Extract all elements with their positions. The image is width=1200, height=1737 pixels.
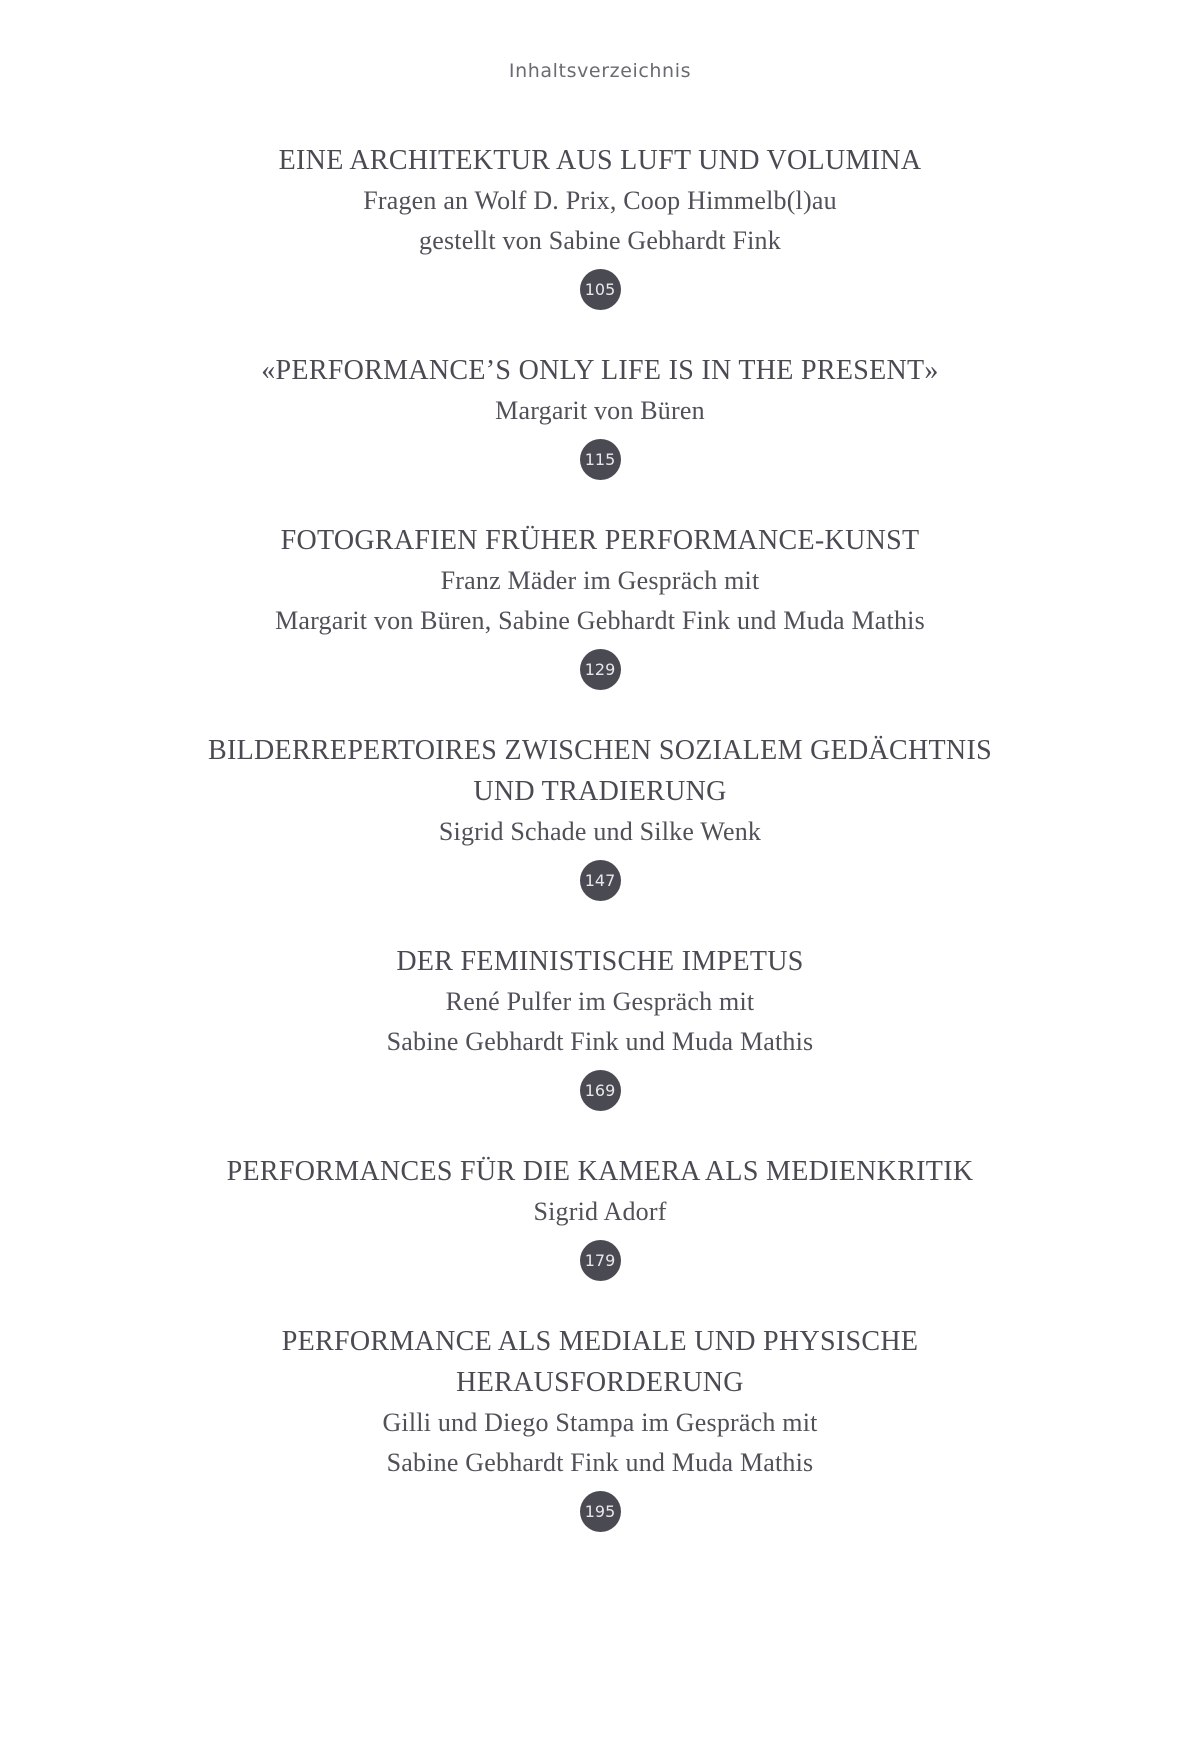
toc-entry-author: René Pulfer im Gespräch mit: [445, 987, 755, 1016]
toc-entry-author: Franz Mäder im Gespräch mit: [440, 566, 760, 595]
page-header-title: Inhaltsverzeichnis: [508, 60, 692, 82]
toc-entry-author: Sabine Gebhardt Fink und Muda Mathis: [386, 1027, 814, 1056]
toc-entry-author: Sigrid Schade und Silke Wenk: [438, 817, 762, 846]
page-number-badge[interactable]: 195: [580, 1491, 621, 1532]
toc-entry-title: DER FEMINISTISCHE IMPETUS: [396, 946, 804, 977]
toc-entry-list: [100, 140, 1100, 1532]
toc-entry[interactable]: [100, 520, 1100, 690]
toc-entry[interactable]: [100, 140, 1100, 310]
page-number-badge[interactable]: 179: [580, 1240, 621, 1281]
toc-entry[interactable]: [100, 730, 1100, 901]
page-number-badge[interactable]: 169: [580, 1070, 621, 1111]
toc-entry-title: UND TRADIERUNG: [473, 776, 727, 807]
toc-entry[interactable]: [100, 1151, 1100, 1281]
toc-entry-author: Sabine Gebhardt Fink und Muda Mathis: [386, 1448, 814, 1477]
toc-entry-author: Fragen an Wolf D. Prix, Coop Himmelb(l)au: [363, 186, 837, 215]
toc-entry-author: Margarit von Büren, Sabine Gebhardt Fink und Muda Mathis: [275, 606, 925, 635]
toc-entry-author: Gilli und Diego Stampa im Gespräch mit: [382, 1408, 818, 1437]
toc-entry-author: Sigrid Adorf: [533, 1197, 667, 1226]
toc-entry-title: «PERFORMANCE’S ONLY LIFE IS IN THE PRESENT»: [261, 355, 939, 386]
page-number-badge[interactable]: 129: [580, 649, 621, 690]
toc-entry[interactable]: [100, 1321, 1100, 1532]
toc-entry-title: FOTOGRAFIEN FRÜHER PERFORMANCE-KUNST: [280, 525, 920, 556]
toc-entry-title: PERFORMANCE ALS MEDIALE UND PHYSISCHE: [281, 1326, 919, 1357]
page-number-badge[interactable]: 115: [580, 439, 621, 480]
toc-entry-title: HERAUSFORDERUNG: [456, 1367, 744, 1398]
page-number-badge[interactable]: 147: [580, 860, 621, 901]
toc-entry-title: BILDERREPERTOIRES ZWISCHEN SOZIALEM GEDÄCHTNIS: [208, 735, 992, 766]
toc-entry[interactable]: [100, 941, 1100, 1111]
toc-entry-author: Margarit von Büren: [495, 396, 705, 425]
toc-entry-author: gestellt von Sabine Gebhardt Fink: [419, 226, 781, 255]
toc-entry-title: EINE ARCHITEKTUR AUS LUFT UND VOLUMINA: [278, 145, 922, 176]
page-number-badge[interactable]: 105: [580, 269, 621, 310]
toc-entry[interactable]: [100, 350, 1100, 480]
toc-entry-title: PERFORMANCES FÜR DIE KAMERA ALS MEDIENKRITIK: [226, 1156, 974, 1187]
